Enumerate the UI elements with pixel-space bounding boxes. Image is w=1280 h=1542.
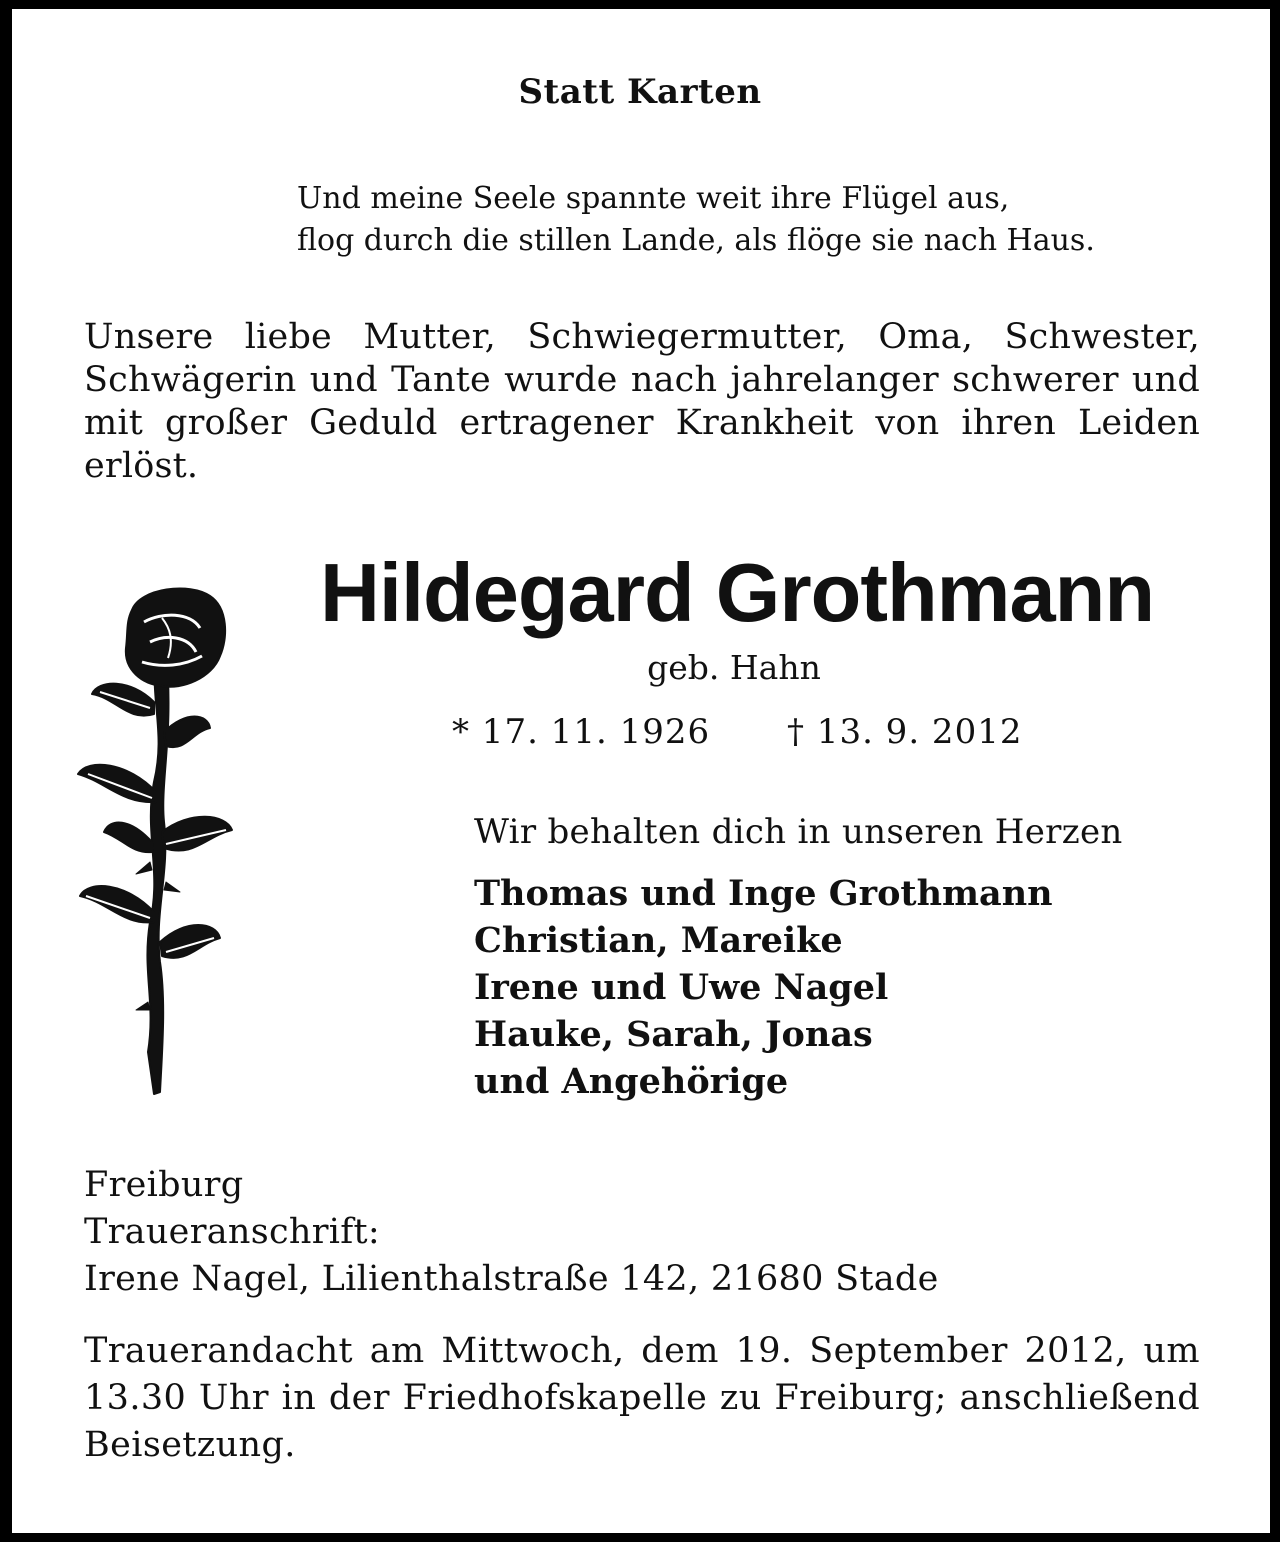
birth-date: * 17. 11. 1926: [452, 712, 711, 752]
intro-text: Unsere liebe Mutter, Schwiegermutter, Oma, Schwester, Schwägerin und Tante wurde nach jahrelanger schwerer und mit großer Geduld ertragener Krankheit von ihren Leiden erlöst.: [84, 317, 1200, 486]
deceased-name: Hildegard Grothmann: [319, 546, 1155, 639]
mourner-line: Thomas und Inge Grothmann: [474, 873, 1053, 914]
address-city: Freiburg: [84, 1165, 244, 1205]
mourner-line: Irene und Uwe Nagel: [474, 967, 889, 1008]
death-date: † 13. 9. 2012: [787, 712, 1023, 752]
service-text: Trauerandacht am Mittwoch, dem 19. September 2012, um 13.30 Uhr in der Friedhofskapelle zu Freiburg; anschließend Beisetzung.: [84, 1331, 1200, 1465]
rose-icon: [70, 582, 240, 1102]
poem: [297, 178, 1095, 262]
header-title: Statt Karten: [518, 72, 762, 112]
mourner-line: Christian, Mareike: [474, 920, 843, 961]
mourner-line: Hauke, Sarah, Jonas: [474, 1014, 873, 1055]
address-block: [84, 1162, 939, 1303]
mourner-line: und Angehörige: [474, 1061, 789, 1102]
mourners-list: [474, 870, 1053, 1105]
maiden-name: geb. Hahn: [647, 648, 821, 687]
address-label: Traueranschrift:: [84, 1212, 380, 1252]
address-line: Irene Nagel, Lilienthalstraße 142, 21680 Stade: [84, 1259, 939, 1299]
poem-line: Und meine Seele spannte weit ihre Flügel aus,: [297, 181, 1010, 216]
motto: Wir behalten dich in unseren Herzen: [474, 812, 1123, 852]
poem-line: flog durch die stillen Lande, als flöge sie nach Haus.: [297, 223, 1095, 258]
